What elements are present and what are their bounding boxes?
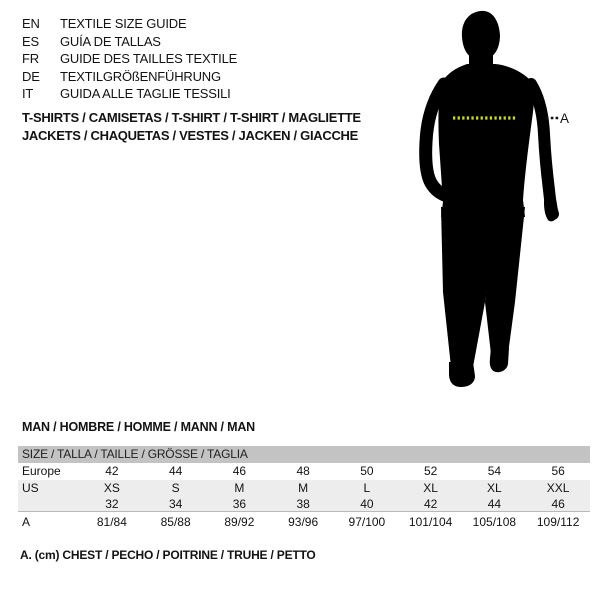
size-cell: 42 (423, 497, 438, 511)
section-title-man: MAN / HOMBRE / HOMME / MANN / MAN (22, 420, 255, 434)
size-cell: 50 (360, 464, 374, 478)
size-cell: 38 (296, 497, 310, 511)
size-cell: 44 (487, 497, 502, 511)
size-cell: L (363, 481, 371, 495)
size-cell: 46 (232, 464, 247, 478)
size-cell: M (234, 481, 245, 495)
garment-categories (22, 109, 361, 145)
category-tshirts: T-SHIRTS / CAMISETAS / T-SHIRT / T-SHIRT / MAGLIETTE (22, 110, 361, 125)
size-cell: 42 (105, 464, 119, 478)
size-cell: 48 (296, 464, 310, 478)
size-cell: 36 (232, 497, 247, 511)
size-table-header: SIZE / TALLA / TAILLE / GRÖSSE / TAGLIA (18, 446, 590, 463)
row-label: Europe (22, 464, 61, 478)
language-code: IT (22, 86, 34, 102)
language-title: GUÍA DE TALLAS (60, 33, 161, 49)
size-cell: 40 (360, 497, 374, 511)
size-cell: 85/88 (160, 515, 191, 529)
size-table (18, 446, 590, 532)
language-title: GUIDA ALLE TAGLIE TESSILI (60, 86, 231, 102)
size-cell: 109/112 (536, 515, 580, 529)
language-row-de (22, 68, 237, 86)
size-cell: 101/104 (408, 515, 453, 529)
language-title: GUIDE DES TAILLES TEXTILE (60, 51, 238, 67)
size-cell: 46 (551, 497, 565, 511)
language-code: EN (22, 16, 40, 31)
table-row-us (18, 480, 590, 496)
language-row-en (22, 15, 237, 33)
size-cell: XXL (546, 481, 570, 495)
language-legend (22, 15, 237, 103)
size-cell: 105/108 (472, 515, 517, 529)
size-cell: XL (487, 481, 502, 495)
measure-label-a: A (560, 111, 570, 126)
size-cell: 44 (168, 464, 183, 478)
language-row-es (22, 33, 237, 51)
size-cell: 81/84 (96, 515, 127, 529)
category-jackets: JACKETS / CHAQUETAS / VESTES / JACKEN / GIACCHE (22, 128, 358, 143)
size-cell: M (298, 481, 309, 495)
language-code: ES (22, 33, 39, 49)
size-cell: 34 (168, 497, 183, 511)
row-label: A (22, 515, 31, 529)
size-cell: S (171, 481, 180, 495)
table-row-europe (18, 463, 590, 480)
table-row-us-numeric (18, 496, 590, 512)
size-cell: 56 (551, 464, 565, 478)
size-cell: 97/100 (348, 515, 386, 529)
right-arm (531, 84, 553, 214)
measurement-footnote: A. (cm) CHEST / PECHO / POITRINE / TRUHE / PETTO (20, 548, 316, 562)
man-silhouette (438, 11, 557, 387)
size-cell: 54 (487, 464, 502, 478)
language-row-fr (22, 50, 237, 68)
language-row-it (22, 85, 237, 103)
row-label: US (22, 481, 39, 495)
language-title: TEXTILE SIZE GUIDE (60, 16, 187, 31)
row-label (18, 496, 80, 511)
size-cell: 93/96 (288, 515, 319, 529)
language-title: TEXTILGRÖßENFÜHRUNG (60, 68, 221, 84)
language-code: FR (22, 51, 39, 67)
language-code: DE (22, 68, 40, 84)
man-silhouette-figure (405, 2, 600, 402)
table-row-chest-cm (18, 512, 590, 532)
man-silhouette-graphic (405, 2, 600, 402)
size-cell: 89/92 (224, 515, 255, 529)
size-cell: XS (103, 481, 120, 495)
size-cell: 32 (105, 497, 119, 511)
size-cell: 52 (423, 464, 438, 478)
size-cell: XL (423, 481, 438, 495)
